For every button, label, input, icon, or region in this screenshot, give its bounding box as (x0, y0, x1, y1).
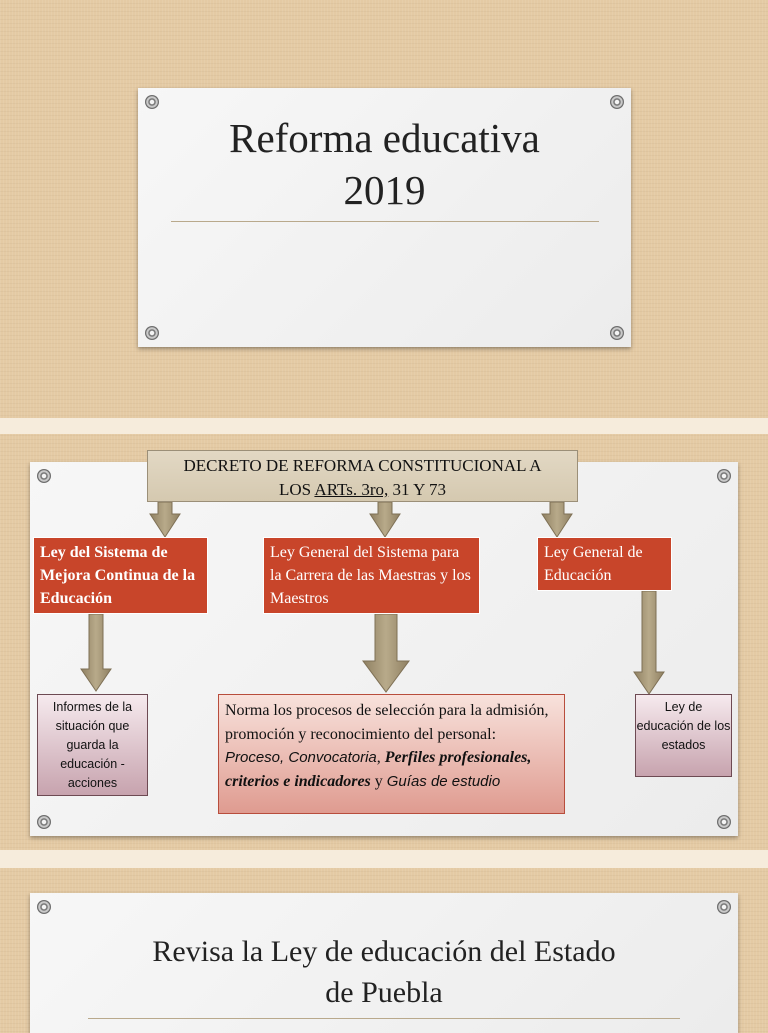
law-label: Ley General del Sistema para la Carrera de las Maestras y los Maestros (270, 544, 471, 607)
down-arrow-icon (363, 614, 409, 692)
result-text: y (370, 772, 387, 790)
decree-articles: ARTs. 3ro, (314, 480, 389, 499)
result-text-bold-italic: Perfiles profesionales, criterios e indicadores (225, 749, 532, 790)
result-box-informes (37, 694, 148, 796)
down-arrow-icon (634, 591, 664, 694)
law-box-general-educacion (537, 537, 672, 591)
decree-prefix: LOS (278, 480, 315, 499)
law-label: Ley General de Educación (544, 544, 643, 584)
decree-suffix: 31 Y 73 (388, 480, 447, 499)
result-box-norma-procesos (218, 694, 565, 814)
law-label: Ley del Sistema de Mejora Continua de la Educación (40, 544, 196, 607)
down-arrow-icon (370, 502, 400, 537)
decree-line1: DECRETO DE REFORMA CONSTITUCIONAL A (183, 456, 542, 475)
result-label: Ley de educación de los estados (636, 700, 731, 752)
screw-icon (717, 900, 731, 914)
result-label: Informes de la situación que guarda la educación - acciones (52, 700, 133, 790)
decree-box (147, 450, 578, 502)
decree-line2 (148, 478, 577, 502)
slide-title-text: Revisa la Ley de educación del Estado de Puebla (152, 935, 616, 1009)
down-arrow-icon (542, 502, 572, 537)
title-line: Reforma educativa (229, 115, 540, 161)
law-box-mejora-continua (33, 537, 208, 614)
down-arrow-icon (81, 614, 111, 691)
law-box-carrera-maestros (263, 537, 480, 614)
down-arrow-icon (150, 502, 180, 537)
screw-icon (37, 900, 51, 914)
result-text-italic: Proceso, Convocatoria (225, 749, 377, 766)
slide-title (30, 931, 738, 1013)
title-divider (88, 1018, 680, 1019)
result-text: Norma los procesos de selección para la admisión, promoción y reconocimiento del personal: (225, 702, 549, 743)
result-text-italic: Guías de estudio (386, 772, 501, 790)
title-year: 2019 (343, 167, 426, 213)
closing-slide-card (30, 893, 738, 1033)
result-text: , (376, 749, 385, 766)
result-box-ley-estados (635, 694, 732, 777)
